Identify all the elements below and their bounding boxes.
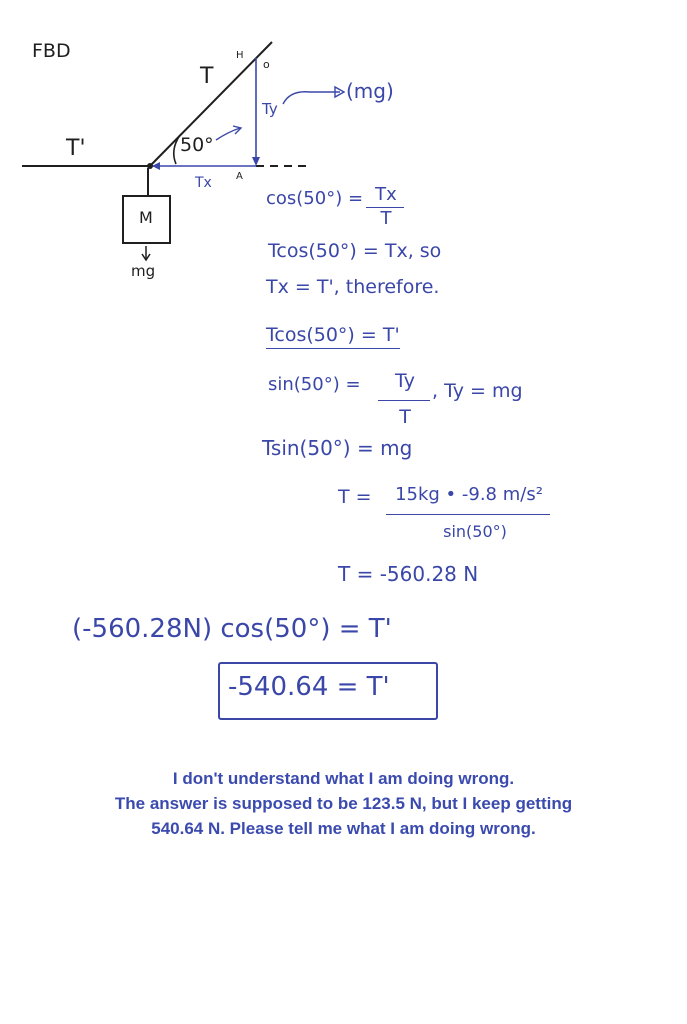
fbd-title: FBD <box>32 40 71 62</box>
work-line-1-denominator: T <box>380 208 392 229</box>
work-line-1-numerator: Tx <box>375 184 397 205</box>
tension-prime-label: T' <box>66 136 86 161</box>
mass-label: M <box>139 208 153 227</box>
mg-arrow-label: (mg) <box>346 79 394 103</box>
question-text <box>0 766 687 841</box>
answer-box <box>218 662 438 720</box>
ty-label: Ty <box>262 100 278 118</box>
work-line-8: T = -560.28 N <box>338 562 479 586</box>
work-line-1-lhs: cos(50°) = <box>266 188 364 209</box>
tx-label: Tx <box>195 175 212 191</box>
work-line-7-lhs: T = <box>338 486 372 508</box>
label-o: o <box>263 58 270 71</box>
work-line-3: Tx = T', therefore. <box>266 276 440 298</box>
tension-label: T <box>200 64 214 89</box>
boxed-answer: -540.64 = T' <box>228 672 390 702</box>
work-line-5-denominator: T <box>399 406 411 428</box>
question-line-1: I don't understand what I am doing wrong. <box>172 769 515 788</box>
question-line-2: The answer is supposed to be 123.5 N, but I keep getting <box>114 794 573 813</box>
work-line-7-denominator: sin(50°) <box>443 522 507 541</box>
fraction-bar-7 <box>386 514 550 515</box>
label-h: H <box>236 50 244 61</box>
work-line-5-rhs: , Ty = mg <box>432 380 523 402</box>
work-line-5-lhs: sin(50°) = <box>268 374 361 395</box>
work-line-4: Tcos(50°) = T' <box>266 324 400 349</box>
ty-to-mg-arrow <box>283 92 340 104</box>
ty-arrowhead <box>252 157 260 166</box>
work-line-2: Tcos(50°) = Tx, so <box>268 240 442 262</box>
work-line-6: Tsin(50°) = mg <box>262 436 413 460</box>
label-a: A <box>236 171 243 182</box>
work-line-7-numerator: 15kg • -9.8 m/s² <box>395 484 543 505</box>
weight-label: mg <box>131 262 156 280</box>
angle-pointer-arrow <box>216 128 240 140</box>
angle-label: 50° <box>180 134 214 156</box>
fraction-bar-5 <box>378 400 430 401</box>
question-line-3: 540.64 N. Please tell me what I am doing wrong. <box>151 819 536 838</box>
work-line-9: (-560.28N) cos(50°) = T' <box>72 614 392 644</box>
work-line-5-numerator: Ty <box>395 370 415 392</box>
